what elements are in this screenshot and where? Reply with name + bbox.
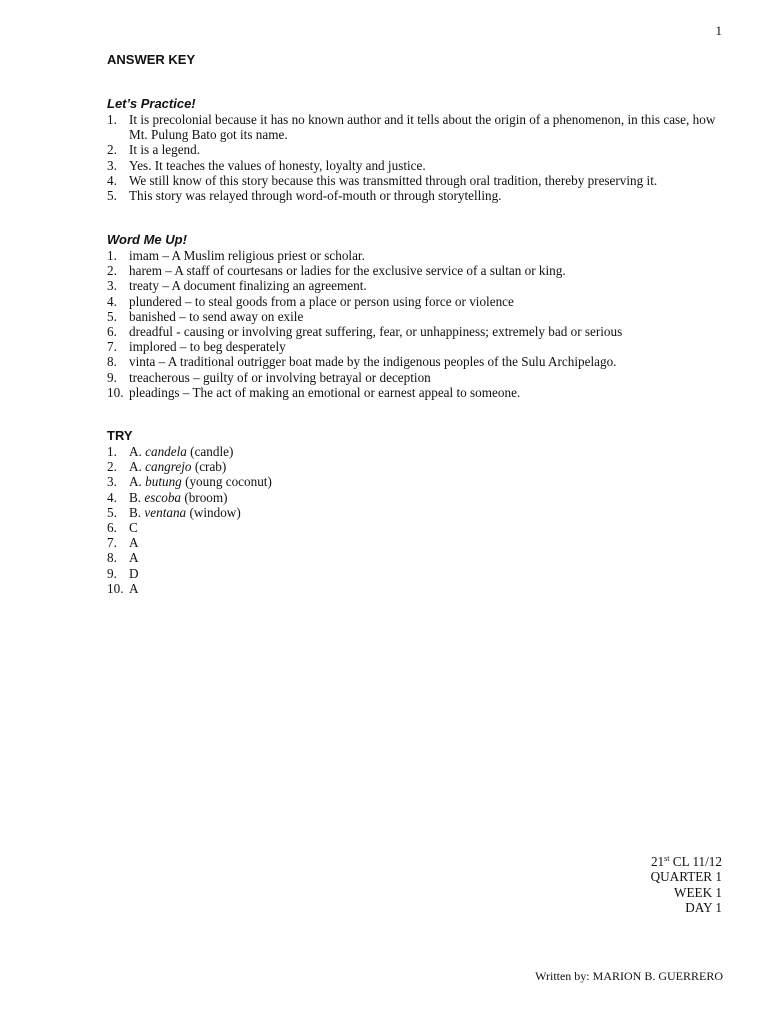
week-label: WEEK 1	[674, 884, 722, 900]
list-item	[107, 142, 721, 157]
list-item	[107, 158, 721, 173]
item-number: 10.	[107, 580, 124, 596]
item-number: 9.	[107, 369, 117, 385]
lets-practice-list	[107, 112, 721, 203]
quarter-label: QUARTER 1	[650, 869, 722, 885]
answer-gloss: (young coconut)	[185, 474, 272, 490]
list-item	[107, 339, 721, 354]
course-code-number: 21	[650, 854, 665, 869]
answer-letter: B.	[129, 504, 142, 520]
item-number: 10.	[107, 384, 124, 400]
list-item	[107, 354, 721, 369]
item-number: 6.	[107, 520, 117, 536]
list-item	[107, 324, 721, 339]
list-item	[107, 173, 721, 188]
answer-gloss: (window)	[189, 504, 241, 520]
item-number: 4.	[107, 293, 117, 309]
answer-word: candela	[145, 444, 187, 459]
author-credit: Written by: MARION B. GUERRERO	[535, 969, 723, 983]
answer-word: escoba	[144, 489, 182, 505]
item-number: 6.	[107, 324, 117, 340]
page-number: 1	[715, 23, 722, 38]
item-number: 8.	[107, 354, 117, 370]
list-item	[107, 550, 721, 565]
item-number: 5.	[107, 188, 117, 204]
item-text: It is precolonial because it has no known author and it tells about the origin of a phenomenon, in this case, how Mt. Pulung Bato got its name.	[129, 112, 716, 143]
list-item	[107, 294, 721, 309]
word-me-up-section	[107, 232, 721, 400]
item-number: 5.	[107, 308, 117, 324]
item-text: vinta – A traditional outrigger boat made by the indigenous peoples of the Sulu Archipelago.	[129, 354, 617, 370]
item-text: dreadful - causing or involving great suffering, fear, or unhappiness; extremely bad or serious	[129, 324, 623, 340]
answer-word: ventana	[144, 504, 187, 520]
list-item	[107, 459, 721, 474]
answer-letter: A.	[129, 444, 142, 459]
item-text: treaty – A document finalizing an agreement.	[129, 278, 367, 294]
answer-letter: A.	[129, 474, 142, 490]
item-text: implored – to beg desperately	[129, 339, 286, 355]
list-item	[107, 581, 721, 596]
item-number: 7.	[107, 535, 117, 551]
item-text: We still know of this story because this was transmitted through oral tradition, thereby preserving it.	[129, 172, 658, 188]
answer-letter: C	[129, 520, 138, 536]
item-number: 1.	[107, 444, 117, 459]
item-number: 3.	[107, 157, 117, 173]
list-item	[107, 248, 721, 263]
item-number: 2.	[107, 142, 117, 158]
day-label: DAY 1	[685, 899, 722, 915]
list-item	[107, 535, 721, 550]
answer-gloss: (candle)	[190, 444, 234, 459]
course-code-ordinal: st	[664, 854, 670, 863]
answer-gloss: (crab)	[194, 459, 227, 475]
answer-word: butung	[145, 474, 182, 490]
list-item	[107, 505, 721, 520]
item-number: 7.	[107, 339, 117, 355]
list-item	[107, 444, 721, 459]
list-item	[107, 309, 721, 324]
answer-gloss: (broom)	[184, 489, 228, 505]
answer-letter: A	[129, 535, 139, 551]
item-text: harem – A staff of courtesans or ladies for the exclusive service of a sultan or king.	[129, 263, 566, 279]
list-item	[107, 370, 721, 385]
answer-word: cangrejo	[145, 459, 192, 475]
answer-letter: B.	[129, 489, 142, 505]
list-item	[107, 112, 721, 142]
item-text: pleadings – The act of making an emotional or earnest appeal to someone.	[129, 384, 521, 400]
item-number: 2.	[107, 263, 117, 279]
list-item	[107, 263, 721, 278]
list-item	[107, 520, 721, 535]
list-item	[107, 385, 721, 400]
word-me-up-list	[107, 248, 721, 400]
item-number: 9.	[107, 565, 117, 581]
list-item	[107, 566, 721, 581]
item-number: 5.	[107, 504, 117, 520]
lets-practice-section	[107, 96, 721, 203]
item-text: banished – to send away on exile	[129, 308, 304, 324]
item-number: 4.	[107, 489, 117, 505]
try-section	[107, 428, 721, 596]
item-text: Yes. It teaches the values of honesty, loyalty and justice.	[129, 157, 426, 173]
item-number: 2.	[107, 459, 117, 475]
answer-key-title: ANSWER KEY	[107, 52, 196, 67]
lets-practice-heading: Let’s Practice!	[107, 96, 196, 111]
try-list	[107, 444, 721, 596]
answer-letter: A	[129, 550, 139, 566]
item-text: treacherous – guilty of or involving betrayal or deception	[129, 369, 431, 385]
answer-letter: A	[129, 580, 139, 596]
try-heading: TRY	[107, 428, 133, 443]
list-item	[107, 278, 721, 293]
item-number: 1.	[107, 248, 117, 263]
item-number: 1.	[107, 112, 117, 127]
item-number: 8.	[107, 550, 117, 566]
item-text: It is a legend.	[129, 142, 201, 158]
item-number: 3.	[107, 474, 117, 490]
item-text: plundered – to steal goods from a place or person using force or violence	[129, 293, 514, 309]
item-number: 3.	[107, 278, 117, 294]
word-me-up-heading: Word Me Up!	[107, 232, 187, 247]
item-text: imam – A Muslim religious priest or scholar.	[129, 248, 365, 263]
list-item	[107, 474, 721, 489]
answer-letter: D	[129, 565, 139, 581]
course-code-label: CL 11/12	[669, 854, 722, 869]
item-number: 4.	[107, 172, 117, 188]
item-text: This story was relayed through word-of-mouth or through storytelling.	[129, 188, 502, 204]
quarter-info-block	[651, 854, 722, 915]
list-item	[107, 490, 721, 505]
course-code	[651, 854, 722, 869]
list-item	[107, 188, 721, 203]
answer-letter: A.	[129, 459, 142, 475]
